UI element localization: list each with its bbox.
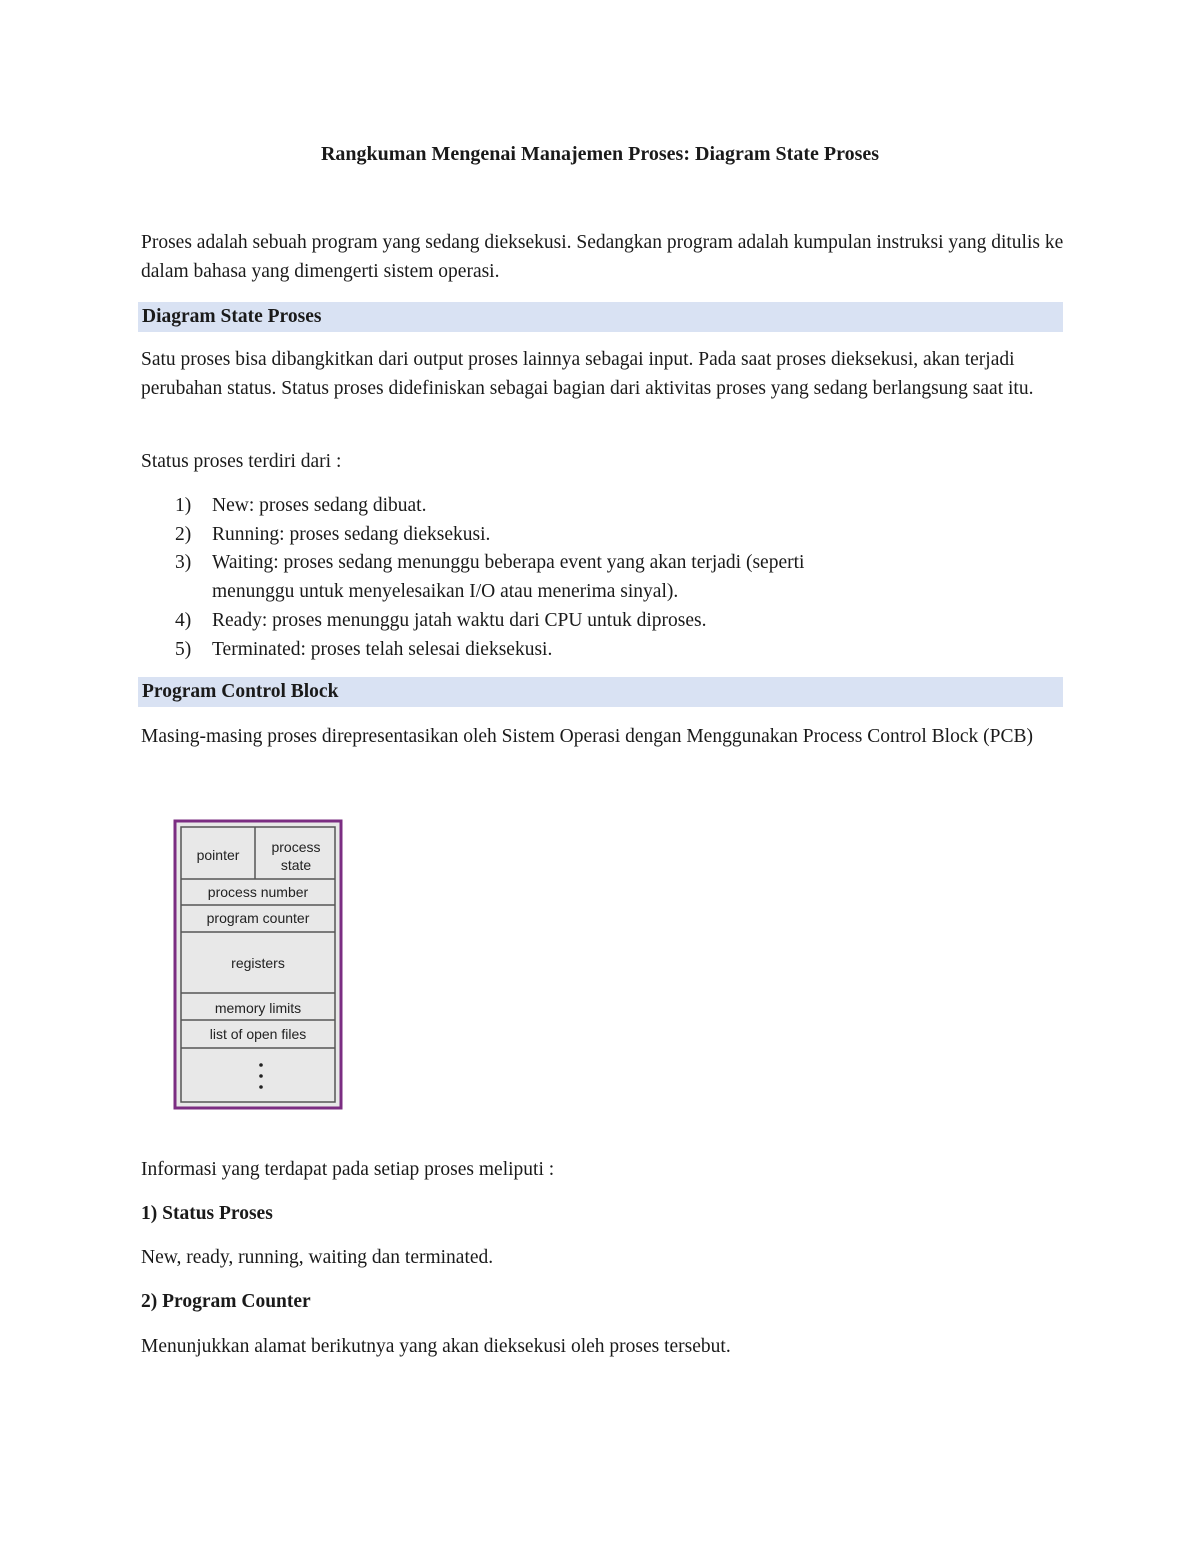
list-item [175, 521, 1055, 550]
list-item-text: New: proses sedang dibuat. [212, 495, 427, 516]
pcb-memory-limits-label: memory limits [214, 1000, 302, 1016]
pcb-open-files-label: list of open files [209, 1026, 307, 1042]
section-heading-diagram-state: Diagram State Proses [138, 302, 1063, 332]
page-title: Rangkuman Mengenai Manajemen Proses: Diagram State Proses [320, 143, 880, 165]
pcb-paragraph: Masing-masing proses direpresentasikan oleh Sistem Operasi dengan Menggunakan Process Control Block (PCB) [141, 726, 1033, 747]
status-list-intro: Status proses terdiri dari : [141, 451, 342, 472]
list-item-number: 4) [175, 609, 192, 631]
pcb-program-counter-label: program counter [206, 910, 310, 926]
pcb-registers-label: registers [231, 955, 285, 971]
list-item [175, 636, 1055, 665]
intro-paragraph: Proses adalah sebuah program yang sedang dieksekusi. Sedangkan program adalah kumpulan instruksi yang ditulis ke dalam bahasa yang dimengerti sistem operasi. [141, 232, 1064, 282]
pcb-process-number-label: process number [207, 884, 309, 900]
list-item-text: Running: proses sedang dieksekusi. [212, 523, 491, 545]
pcb-diagram [172, 818, 346, 1112]
status-list [175, 492, 1055, 664]
list-item [175, 549, 1055, 606]
program-counter-text: Menunjukkan alamat berikutnya yang akan dieksekusi oleh proses tersebut. [141, 1336, 731, 1357]
list-item-number: 2) [175, 523, 192, 545]
list-item [175, 607, 1055, 636]
section-heading-program-control-block: Program Control Block [138, 677, 1063, 707]
state-paragraph: Satu proses bisa dibangkitkan dari output proses lainnya sebagai input. Pada saat proses dieksekusi, akan terjadi perubahan status. Status proses didefiniskan sebagai bagian dari aktivitas proses yang sedang berlangsung saat itu. [141, 349, 1034, 399]
list-item-number: 3) [175, 552, 192, 574]
info-intro: Informasi yang terdapat pada setiap proses meliputi : [141, 1159, 555, 1180]
status-proses-text: New, ready, running, waiting dan terminated. [141, 1247, 494, 1268]
list-item [175, 492, 1055, 521]
list-item-text: Terminated: proses telah selesai dieksekusi. [212, 638, 553, 660]
subheading-status-proses: 1) Status Proses [141, 1203, 273, 1224]
pcb-process-state-label-1: process [271, 839, 321, 855]
list-item-text: Ready: proses menunggu jatah waktu dari CPU untuk diproses. [212, 609, 707, 631]
subheading-program-counter: 2) Program Counter [141, 1291, 311, 1312]
pcb-process-state-label-2: state [280, 857, 312, 873]
list-item-number: 5) [175, 638, 192, 660]
list-item-text: Waiting: proses sedang menunggu beberapa event yang akan terjadi (seperti menunggu untuk menyelesaikan I/O atau menerima sinyal). [212, 552, 805, 603]
list-item-number: 1) [175, 495, 192, 516]
pcb-pointer-label: pointer [196, 847, 240, 863]
